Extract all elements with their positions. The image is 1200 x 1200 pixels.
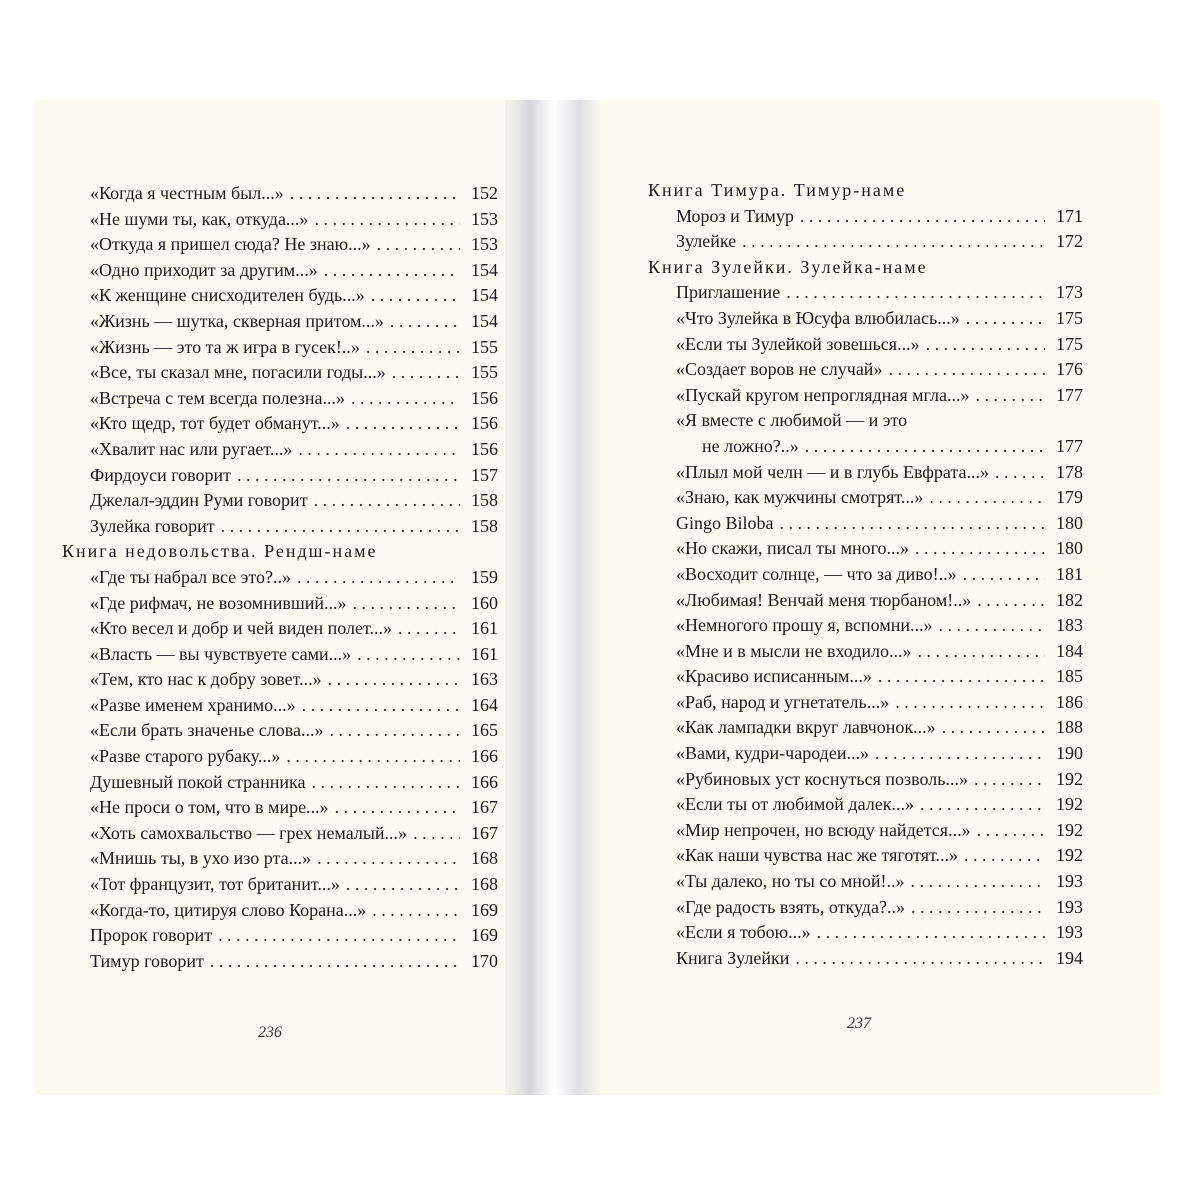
toc-entry-title: «Но скажи, писал ты много...» (676, 538, 910, 559)
toc-dot-leader (918, 639, 1045, 665)
toc-dot-leader (974, 767, 1045, 793)
toc-entry (648, 332, 1083, 358)
toc-dot-leader (372, 898, 460, 924)
toc-entry-title: «Пускай кругом непроглядная мгла...» (676, 384, 970, 405)
toc-dot-leader (975, 383, 1045, 409)
toc-entry-title: «Мир непрочен, но всюду найдется...» (676, 819, 971, 840)
toc-entry-page-number: 156 (471, 438, 498, 459)
toc-dot-leader (817, 920, 1045, 946)
toc-dot-leader (329, 718, 460, 744)
toc-entry-page-number: 159 (471, 566, 498, 587)
toc-entry-page-number: 175 (1056, 307, 1083, 328)
toc-entry-title: «Рубиновых уст коснуться позволь...» (676, 768, 968, 789)
toc-dot-leader (888, 357, 1045, 383)
toc-entry-title: «Ты далеко, но ты со мной!..» (676, 871, 905, 892)
toc-entry (648, 485, 1083, 511)
toc-dot-leader (351, 386, 460, 412)
toc-dot-leader (218, 923, 460, 949)
toc-dot-leader (780, 511, 1046, 537)
toc-entry-page-number: 167 (471, 822, 498, 843)
toc-dot-leader (371, 283, 460, 309)
toc-dot-leader (314, 488, 460, 514)
toc-entry-page-number: 176 (1056, 359, 1083, 380)
toc-dot-leader (328, 667, 460, 693)
toc-dot-leader (977, 588, 1045, 614)
toc-entry-page-number: 182 (1056, 589, 1083, 610)
toc-entry (62, 283, 498, 309)
toc-entry-title: «Красиво исписанным...» (676, 666, 872, 687)
book-gutter (505, 100, 600, 1095)
toc-entry-page-number: 172 (1056, 231, 1083, 252)
toc-dot-leader (335, 795, 460, 821)
toc-entry (648, 408, 1083, 434)
toc-entry (62, 667, 498, 693)
toc-entry-title: «Мнишь ты, в ухо изо рта...» (90, 848, 312, 869)
toc-entry (648, 639, 1083, 665)
toc-entry (62, 335, 498, 361)
toc-entry-title: Зулейка говорит (90, 515, 215, 536)
toc-dot-leader (911, 869, 1045, 895)
toc-dot-leader (942, 715, 1045, 741)
toc-entry-page-number: 171 (1056, 205, 1083, 226)
toc-entry-title: Книга недовольства. Рендш-наме (62, 541, 378, 562)
toc-entry-title: «Где радость взять, откуда?..» (676, 896, 905, 917)
toc-entry-title: «Мне и в мысли не входило...» (676, 640, 912, 661)
toc-entry-title: не ложно?..» (702, 435, 799, 456)
toc-entry-page-number: 166 (471, 746, 498, 767)
toc-dot-leader (964, 843, 1045, 869)
toc-entry (62, 923, 498, 949)
toc-section-header (648, 255, 1083, 281)
toc-entry-page-number: 152 (471, 183, 498, 203)
toc-entry-page-number: 180 (1056, 512, 1083, 533)
toc-dot-leader (317, 846, 460, 872)
toc-entry (62, 514, 498, 540)
toc-entry-page-number: 184 (1056, 640, 1083, 661)
toc-entry-page-number: 183 (1056, 615, 1083, 636)
toc-entry (648, 383, 1083, 409)
toc-entry-page-number: 155 (471, 336, 498, 357)
toc-entry (62, 309, 498, 335)
toc-entry (62, 565, 498, 591)
toc-entry-title: «Разве именем хранимо...» (90, 694, 296, 715)
toc-entry-title: «Я вместе с любимой — и это (676, 410, 908, 431)
toc-entry-title: «Если ты от любимой далек...» (676, 794, 914, 815)
toc-entry-page-number: 188 (1056, 717, 1083, 738)
toc-entry-page-number: 167 (471, 797, 498, 818)
toc-entry (62, 846, 498, 872)
toc-entry-title: «Вами, кудри-чародеи...» (676, 743, 869, 764)
toc-entry-page-number: 181 (1056, 563, 1083, 584)
toc-entry-title: «Когда я честным был...» (90, 183, 284, 203)
toc-entry-page-number: 186 (1056, 691, 1083, 712)
toc-entry-title: «Как лампадки вкруг лавчонок...» (676, 717, 936, 738)
toc-entry-page-number: 154 (471, 310, 498, 331)
toc-entry-page-number: 177 (1056, 435, 1083, 456)
toc-entry-page-number: 160 (471, 592, 498, 613)
toc-dot-leader (911, 895, 1045, 921)
toc-entry-page-number: 168 (471, 848, 498, 869)
toc-entry-page-number: 156 (471, 387, 498, 408)
toc-entry-page-number: 175 (1056, 333, 1083, 354)
toc-entry (648, 895, 1083, 921)
toc-entry (648, 357, 1083, 383)
toc-entry-page-number: 190 (1056, 743, 1083, 764)
toc-entry-title: «Как наши чувства нас же тяготят...» (676, 845, 958, 866)
toc-entry-title: «Создает воров не случай» (676, 359, 883, 380)
toc-entry-page-number: 192 (1056, 768, 1083, 789)
toc-dot-leader (390, 309, 460, 335)
toc-entry-page-number: 154 (471, 285, 498, 306)
toc-dot-leader (346, 411, 460, 437)
toc-dot-leader (929, 485, 1045, 511)
toc-section-header (62, 539, 498, 565)
toc-entry-title: Мороз и Тимур (676, 205, 794, 226)
toc-entry (62, 872, 498, 898)
toc-entry-title: Пророк говорит (90, 925, 213, 946)
toc-dot-leader (895, 690, 1045, 716)
toc-entry (62, 949, 498, 975)
toc-entry-page-number: 158 (471, 490, 498, 511)
toc-entry (62, 642, 498, 668)
toc-entry-title: «Тем, кто нас к добру зовет...» (90, 669, 322, 690)
toc-entry-page-number: 163 (471, 669, 498, 690)
toc-entry-title: Приглашение (676, 282, 781, 303)
toc-dot-leader (314, 207, 460, 233)
toc-entry (648, 792, 1083, 818)
toc-dot-leader (995, 460, 1045, 486)
toc-entry-title: «Разве старого рубаку...» (90, 746, 281, 767)
toc-dot-leader (221, 514, 460, 540)
toc-entry (648, 818, 1083, 844)
toc-dot-leader (926, 332, 1045, 358)
toc-dot-leader (800, 204, 1045, 230)
toc-dot-leader (290, 181, 460, 207)
toc-dot-leader (353, 591, 460, 617)
page-number-right: 237 (847, 1015, 871, 1032)
toc-entry (648, 536, 1083, 562)
toc-entry-title: Душевный покой странника (90, 771, 306, 792)
toc-entry-title: «Когда-то, цитируя слово Корана...» (90, 899, 367, 920)
toc-entry-title: «Откуда я пришел сюда? Не знаю...» (90, 234, 371, 255)
toc-entry-page-number: 153 (471, 234, 498, 255)
toc-entry-title: «Восходит солнце, — что за диво!..» (676, 563, 957, 584)
toc-entry (648, 690, 1083, 716)
toc-entry-page-number: 179 (1056, 487, 1083, 508)
toc-entry (648, 306, 1083, 332)
toc-entry-page-number: 193 (1056, 871, 1083, 892)
toc-entry-page-number: 156 (471, 413, 498, 434)
toc-entry (62, 770, 498, 796)
toc-entry (648, 613, 1083, 639)
toc-entry-page-number: 161 (471, 618, 498, 639)
toc-dot-leader (312, 770, 460, 796)
toc-entry-title: Зулейке (676, 231, 737, 252)
toc-entry-page-number: 153 (471, 208, 498, 229)
toc-entry-title: Джелал-эддин Руми говорит (90, 490, 308, 511)
toc-entry-page-number: 168 (471, 874, 498, 895)
toc-entry (62, 898, 498, 924)
toc-entry-title: Тимур говорит (90, 950, 204, 971)
toc-entry-title: Gingo Biloba (676, 512, 774, 533)
toc-section-header (648, 178, 1083, 204)
toc-entry (648, 204, 1083, 230)
toc-entry (648, 741, 1083, 767)
toc-entry (62, 386, 498, 412)
toc-entry-title: «Тот французит, тот британит...» (90, 874, 340, 895)
toc-entry-page-number: 154 (471, 259, 498, 280)
toc-entry-title: «Знаю, как мужчины смотрят...» (676, 487, 924, 508)
toc-entry-page-number: 193 (1056, 896, 1083, 917)
toc-entry-page-number: 185 (1056, 666, 1083, 687)
toc-dot-leader (237, 463, 460, 489)
toc-dot-leader (413, 821, 460, 847)
toc-dot-leader (357, 642, 460, 668)
toc-entry-page-number: 166 (471, 771, 498, 792)
toc-entry-page-number: 192 (1056, 819, 1083, 840)
toc-entry (62, 437, 498, 463)
toc-entry (62, 591, 498, 617)
toc-entry (648, 767, 1083, 793)
toc-entry (648, 715, 1083, 741)
toc-entry (648, 588, 1083, 614)
toc-entry (62, 693, 498, 719)
toc-entry-page-number: 165 (471, 720, 498, 741)
toc-dot-leader (875, 741, 1045, 767)
toc-entry-title: «Где рифмач, не возомнивший...» (90, 592, 347, 613)
toc-entry (62, 616, 498, 642)
toc-entry-title: «Власть — вы чувствуете сами...» (90, 643, 352, 664)
toc-entry-title: «Жизнь — шутка, скверная притом...» (90, 310, 384, 331)
toc-entry-page-number: 157 (471, 464, 498, 485)
toc-dot-leader (210, 949, 460, 975)
toc-entry-page-number: 155 (471, 362, 498, 383)
toc-entry (648, 280, 1083, 306)
toc-dot-leader (286, 744, 460, 770)
toc-entry-page-number: 192 (1056, 794, 1083, 815)
toc-entry-page-number: 178 (1056, 461, 1083, 482)
toc-entry-page-number: 169 (471, 899, 498, 920)
toc-entry (62, 258, 498, 284)
toc-entry-title: «Хвалит нас или ругает...» (90, 438, 293, 459)
toc-dot-leader (302, 693, 460, 719)
toc-entry (62, 232, 498, 258)
toc-entry (62, 488, 498, 514)
toc-dot-leader (346, 872, 460, 898)
toc-entry-title: «Что Зулейка в Юсуфа влюбилась...» (676, 307, 960, 328)
toc-entry-page-number: 164 (471, 694, 498, 715)
toc-entry-title: «Хоть самохвальство — грех немалый...» (90, 822, 408, 843)
toc-entry-title: «Кто щедр, тот будет обманут...» (90, 413, 340, 434)
toc-entry-title: «Встреча с тем всегда полезна...» (90, 387, 345, 408)
toc-entry (648, 434, 1083, 460)
toc-entry-title: Книга Тимура. Тимур-наме (648, 180, 907, 200)
toc-entry (62, 795, 498, 821)
toc-entry-page-number: 194 (1056, 947, 1083, 968)
toc-dot-leader (915, 536, 1045, 562)
toc-entry-page-number: 193 (1056, 922, 1083, 943)
toc-entry-title: «Любимая! Венчай меня тюрбаном!..» (676, 589, 972, 610)
toc-dot-leader (324, 258, 460, 284)
toc-dot-leader (298, 437, 460, 463)
toc-entry-title: «Если ты Зулейкой зовешься...» (676, 333, 920, 354)
toc-entry-page-number: 192 (1056, 845, 1083, 866)
toc-entry-title: «Все, ты сказал мне, погасили годы...» (90, 362, 386, 383)
toc-entry-page-number: 170 (471, 950, 498, 971)
toc-dot-leader (977, 818, 1045, 844)
toc-dot-leader (366, 335, 460, 361)
toc-entry (648, 229, 1083, 255)
toc-dot-leader (966, 306, 1045, 332)
toc-entry (648, 562, 1083, 588)
toc-entry (648, 511, 1083, 537)
toc-dot-leader (392, 360, 460, 386)
toc-dot-leader (920, 792, 1045, 818)
toc-entry (62, 360, 498, 386)
toc-entry-title: «Если я тобою...» (676, 922, 811, 943)
toc-entry-title: «Кто весел и добр и чей виден полет...» (90, 618, 393, 639)
toc-entry-page-number: 158 (471, 515, 498, 536)
toc-entry-page-number: 177 (1056, 384, 1083, 405)
toc-dot-leader (377, 232, 460, 258)
toc-dot-leader (963, 562, 1045, 588)
toc-dot-leader (398, 616, 460, 642)
toc-entry (62, 463, 498, 489)
toc-entry-title: «Если брать значенье слова...» (90, 720, 324, 741)
toc-entry-title: «Раб, народ и угнетатель...» (676, 691, 890, 712)
toc-entry (648, 869, 1083, 895)
toc-entry-title: «Плыл мой челн — и в глубь Евфрата...» (676, 461, 989, 482)
toc-entry-title: Фирдоуси говорит (90, 464, 232, 485)
toc-entry-title: «К женщине снисходителен будь...» (90, 285, 365, 306)
toc-entry (648, 664, 1083, 690)
toc-entry (62, 744, 498, 770)
toc-entry-title: «Не шуми ты, как, откуда...» (90, 208, 309, 229)
toc-entry (62, 181, 498, 207)
toc-dot-leader (297, 565, 460, 591)
toc-right-page (648, 178, 1083, 971)
toc-entry-page-number: 169 (471, 925, 498, 946)
toc-entry-title: «Немногого прошу я, вспомни...» (676, 615, 933, 636)
page-number-left: 236 (258, 1024, 282, 1041)
toc-entry-page-number: 161 (471, 643, 498, 664)
toc-entry-title: «Не проси о том, что в мире...» (90, 797, 329, 818)
toc-dot-leader (742, 229, 1045, 255)
toc-entry-title: «Жизнь — это та ж игра в гусек!..» (90, 336, 360, 357)
toc-entry (648, 920, 1083, 946)
toc-entry-page-number: 173 (1056, 282, 1083, 303)
toc-entry-title: Книга Зулейки. Зулейка-наме (648, 256, 928, 277)
toc-entry-title: «Одно приходит за другим...» (90, 259, 318, 280)
toc-entry (648, 946, 1083, 972)
toc-entry (62, 718, 498, 744)
toc-dot-leader (805, 434, 1045, 460)
toc-entry (648, 843, 1083, 869)
toc-left-page (62, 181, 498, 974)
toc-dot-leader (786, 280, 1045, 306)
toc-dot-leader (795, 946, 1045, 972)
toc-dot-leader (878, 664, 1045, 690)
toc-entry-title: «Где ты набрал все это?..» (90, 566, 292, 587)
toc-entry (62, 207, 498, 233)
toc-entry (648, 460, 1083, 486)
toc-entry-page-number: 180 (1056, 538, 1083, 559)
toc-dot-leader (938, 613, 1045, 639)
toc-entry-title: Книга Зулейки (676, 947, 790, 968)
toc-entry (62, 821, 498, 847)
toc-entry (62, 411, 498, 437)
